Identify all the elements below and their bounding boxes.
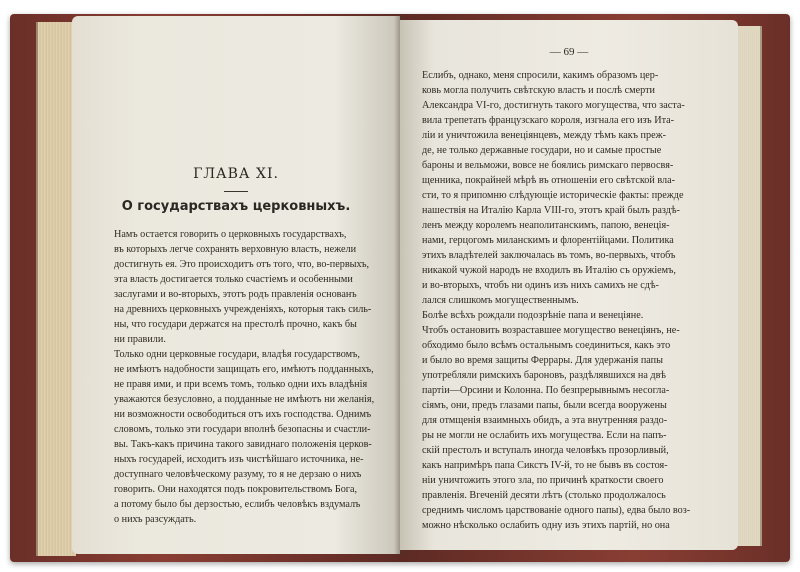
right-page-text-line: какъ напримѣръ папа Сикстъ IV-й, то не бывъ въ состоя- xyxy=(422,460,668,471)
right-page-text-line: лался слишкомъ могущественнымъ. xyxy=(422,295,579,306)
left-page-text-line: ни возможности освободиться отъ ихъ господства. Однимъ xyxy=(114,409,372,420)
left-page-text-line: а потому было бы дерзостью, еслибъ человѣкъ вздумалъ xyxy=(114,499,361,510)
right-page-text-line: нашествія на Италію Карла VIII-го, этотъ край былъ раздѣ- xyxy=(422,205,680,216)
right-page-text-line: употребляли римскихъ бароновъ, раздѣлявшихся на двѣ xyxy=(422,370,666,381)
left-page-text-line: говорить. Они находятся подъ покровительствомъ Бога, xyxy=(114,484,358,495)
right-page-text-line: ніи уничтожить этого зла, по причинѣ краткости своего xyxy=(422,475,664,486)
right-page-text-line: ковь могла получить свѣтскую власть и послѣ смерти xyxy=(422,85,655,96)
page-number: — 69 — xyxy=(549,46,589,58)
right-page-text-line: де, не только державные государи, но и самые простые xyxy=(422,145,662,156)
right-page xyxy=(400,20,738,550)
left-page-text-line: вы. Такъ-какъ причина такого завиднаго положенія церков- xyxy=(114,439,372,450)
left-page-text-line: заслугами и во-вторыхъ, этотъ родъ правленія основанъ xyxy=(114,289,357,300)
left-page-text-line: не имѣютъ надобности защищать его, имѣютъ подданныхъ, xyxy=(114,364,374,375)
page-edges-left xyxy=(36,22,76,556)
left-page-text-line: о нихъ разсуждать. xyxy=(114,514,197,525)
right-page-text-line: и во-вторыхъ, чтобъ ни одинъ изъ нихъ самихъ не сдѣ- xyxy=(422,280,659,291)
left-page-text-line: уважаются безусловно, а подданные не имѣютъ ни желанія, xyxy=(114,394,375,405)
right-page-text-line: Болѣе всѣхъ рождали подозрѣніе папа и венеціяне. xyxy=(422,310,644,321)
chapter-rule xyxy=(224,191,248,192)
right-page-text-line: партіи—Орсини и Колонна. По безпрерывнымъ несогла- xyxy=(422,385,670,396)
chapter-title: ГЛАВА XI. xyxy=(193,166,279,182)
left-page xyxy=(72,16,400,554)
right-page-text-line: сіямъ, они, предъ глазами папы, были всегда вооружены xyxy=(422,400,667,411)
left-page-text-line: ни правили. xyxy=(114,334,166,345)
right-page-text-line: этихъ владѣтелей заключалась въ томъ, во-первыхъ, чтобъ xyxy=(422,250,676,261)
left-page-text-line: ныхъ государей, исходитъ изъ чистѣйшаго источника, не- xyxy=(114,454,364,465)
page-edges-right xyxy=(734,26,762,546)
left-page-text xyxy=(114,227,376,527)
chapter-subtitle: О государствахъ церковныхъ. xyxy=(121,199,351,214)
right-page-text-line: нами, герцогомъ миланскимъ и флорентійцами. Политика xyxy=(422,235,674,246)
right-page-text-line: скій престолъ и вступалъ иногда человѣкъ прозорливый, xyxy=(422,445,669,456)
right-page-text-line: ры не могли не ослабить ихъ могущества. Если на папъ- xyxy=(422,430,667,441)
right-page-text-line: сти, то я припомню слѣдующіе историческіе факты: прежде xyxy=(422,190,684,201)
left-page-text-line: не правя ими, и при всемъ томъ, только одни ихъ владѣнія xyxy=(114,379,368,390)
left-page-text-line: эта власть достигается только счастіемъ и особенными xyxy=(114,274,353,285)
left-page-text-line: Намъ остается говорить о церковныхъ государствахъ, xyxy=(114,229,347,240)
right-page-text-line: ліи и уничтожила венеціянцевъ, между тѣмъ какъ преж- xyxy=(422,130,667,141)
right-page-text-line: для отмщенія взаимныхъ обидъ, а эта внутренняя раздо- xyxy=(422,415,668,426)
right-page-text-line: правленія. Вгеченій десяти лѣтъ (столько продолжалось xyxy=(422,490,666,501)
right-page-text-line: обходимо было всѣмъ остальнымъ соединиться, какъ это xyxy=(422,340,671,351)
right-page-text xyxy=(422,68,718,533)
right-page-text-line: среднимъ числомъ царствованіе одного папы), едва было воз- xyxy=(422,505,691,516)
left-page-text-line: ны, что государи держатся на престолѣ прочно, какъ бы xyxy=(114,319,357,330)
right-page-text-line: Александра VI-го, достигнуть такого могущества, что заста- xyxy=(422,100,685,111)
right-page-text-line: Чтобъ остановить возраставшее могущество венеціянъ, не- xyxy=(422,325,680,336)
right-page-text-line: Еслибъ, однако, меня спросили, какимъ образомъ цер- xyxy=(422,70,659,81)
left-page-text-line: на древнихъ церковныхъ учрежденіяхъ, которыя такъ силь- xyxy=(114,304,372,315)
left-page-text-line: Только одни церковные государи, владѣя государствомъ, xyxy=(114,349,360,360)
left-page-text-line: въ которыхъ легче сохранять верховную власть, нежели xyxy=(114,244,357,255)
right-page-text-line: никакой чужой народъ не входилъ въ Италію съ оружіемъ, xyxy=(422,265,676,276)
left-page-text-line: достигнуть ея. Это происходитъ отъ того, что, во-первыхъ, xyxy=(114,259,370,270)
right-page-text-line: бароны и вельможи, вовсе не боялись римскаго первосвя- xyxy=(422,160,674,171)
right-page-text-line: щенника, покрайней мѣрѣ въ отношеніи его свѣтской вла- xyxy=(422,175,676,186)
right-page-text-line: ленъ между королемъ неаполитанскимъ, папою, венеція- xyxy=(422,220,670,231)
left-page-text-line: доступнаго человѣческому разуму, то я не дерзаю о нихъ xyxy=(114,469,362,480)
left-page-text-line: словомъ, только эти государи вполнѣ безопасны и счастли- xyxy=(114,424,371,435)
right-page-text-line: вила трепетать французскаго короля, изгнала его изъ Ита- xyxy=(422,115,675,126)
right-page-text-line: можно нѣсколько ослабить одну изъ этихъ партій, но она xyxy=(422,520,670,531)
right-page-text-line: и было во время защиты Феррары. Для удержанія папы xyxy=(422,355,663,366)
